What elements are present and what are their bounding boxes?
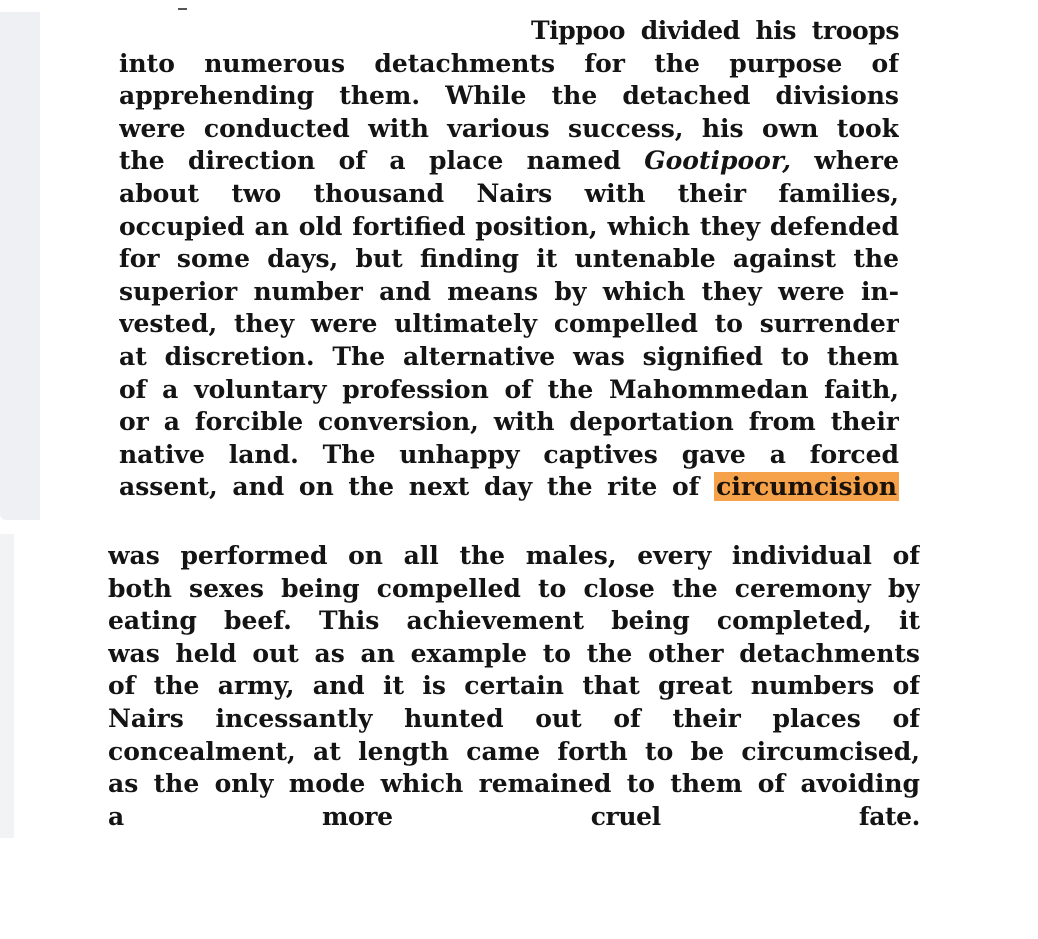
text-line: about two thousand Nairs with their families, [119,178,899,208]
text-line: apprehending them. While the detached divisions [119,81,899,111]
text-line: assent, and on the next day the rite of circumcision [119,472,897,502]
text-line: Nairs incessantly hunted out of their places of [108,703,920,733]
text-line: of the army, and it is certain that great numbers of [108,671,920,701]
text-line: both sexes being compelled to close the ceremony by [108,573,920,603]
place-name: Gootipoor, [644,146,791,176]
text-line: into numerous detachments for the purpose of [119,48,899,78]
text-line: at discretion. The alternative was signified to them [119,341,899,371]
text-line: native land. The unhappy captives gave a forced [119,439,899,469]
left-sidebar-strip-bottom [0,534,14,838]
text-line: was performed on all the males, every individual of [108,541,920,570]
text-line: of a voluntary profession of the Mahommedan faith, [119,374,899,404]
text-line: Tippoo divided his troops [531,16,899,45]
text-line: or a forcible conversion, with deportation from their [119,407,899,437]
text-line: eating beef. This achievement being completed, it [108,606,920,636]
text-line: a more cruel fate. [108,801,920,831]
text-line: occupied an old fortified position, which they defended [119,211,899,241]
text-line: the direction of a place named Gootipoor, where [119,146,899,176]
scan-mark [178,8,187,10]
paragraph-bottom [108,540,920,833]
text-line: vested, they were ultimately compelled to surrender [119,309,899,339]
paragraph-top [119,15,899,504]
text-line: were conducted with various success, his own took [119,113,899,143]
text-line: concealment, at length came forth to be circumcised, [108,736,920,766]
search-highlight[interactable]: circumcision [716,472,897,502]
left-sidebar-strip-top [0,12,40,520]
text-line: superior number and means by which they were in- [119,276,899,306]
text-line: for some days, but finding it untenable against the [119,244,899,274]
text-line: as the only mode which remained to them of avoiding [108,769,920,799]
text-line: was held out as an example to the other detachments [108,638,920,668]
